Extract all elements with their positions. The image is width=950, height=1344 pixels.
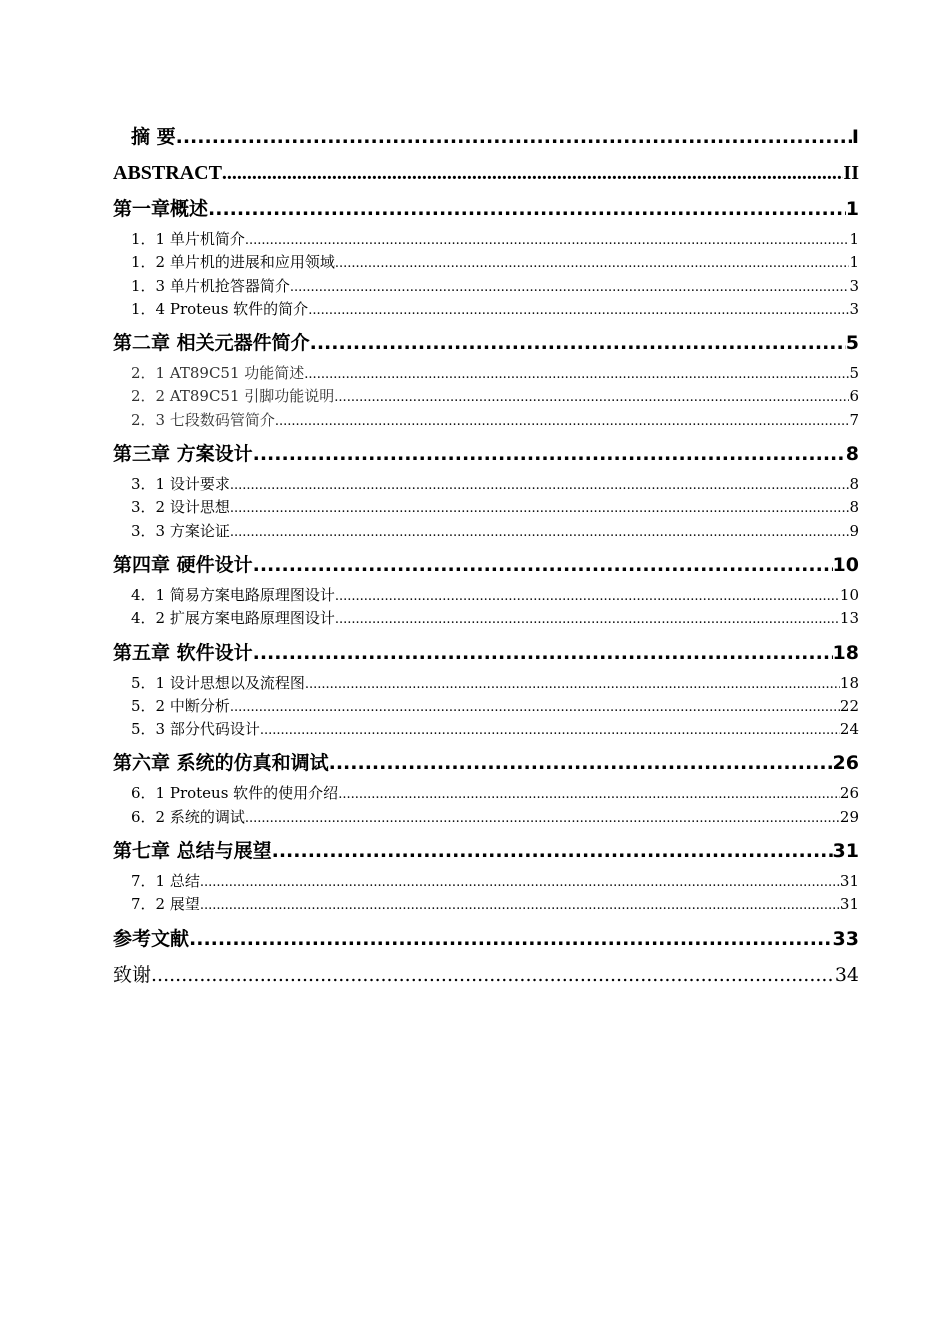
toc-subentry-label: 5．3 部分代码设计 [131,720,260,739]
toc-entry-label: ABSTRACT [113,162,222,184]
toc-subentry[interactable] [113,584,859,607]
toc-page-number: 3 [849,276,859,295]
toc-subsection-list [113,870,859,917]
toc-subentry-label: 6．2 系统的调试 [131,807,245,826]
toc-page-number: 1 [849,230,859,248]
toc-subentry-label: 4．2 扩展方案电路原理图设计 [131,609,335,628]
dot-leader [208,196,846,223]
toc-subentry-label: 5．2 中断分析 [131,696,230,715]
toc-entry-label: 参考文献 [113,927,190,950]
toc-subentry-label: 7．1 总结 [131,872,200,891]
toc-page-number: 7 [849,410,859,429]
toc-subentry-label: 2．3 七段数码管简介 [131,410,275,429]
toc-entry-references[interactable] [113,926,859,953]
toc-entry-label: 致谢 [113,963,152,986]
toc-subentry-label: 1．2 单片机的进展和应用领域 [131,253,335,272]
dot-leader [310,330,846,357]
toc-subentry-label: 6．1 Proteus 软件的使用介绍 [131,784,339,803]
toc-page-number: 26 [839,784,859,803]
toc-subsection-list [113,782,859,829]
toc-subentry-label: 1．4 Proteus 软件的简介 [131,299,309,318]
toc-subsection-list [113,362,859,432]
toc-subentry[interactable] [113,362,859,385]
dot-leader [189,926,833,953]
dot-leader [222,160,844,187]
dot-leader [335,584,840,607]
toc-page-number: 22 [839,696,859,715]
toc-entry-chapter-3[interactable] [113,441,859,468]
dot-leader [230,496,850,519]
toc-subentry-label: 3．3 方案论证 [131,521,230,540]
dot-leader [230,695,840,718]
toc-subentry-label: 1．3 单片机抢答器简介 [131,276,290,295]
toc-page-number: I [851,126,859,148]
toc-page-number: 29 [839,807,859,826]
dot-leader [334,385,849,408]
toc-page-number: 3 [849,299,859,318]
toc-page-number: 10 [839,585,859,604]
dot-leader [200,893,840,916]
toc-page-number: 1 [849,253,859,272]
toc-page-number: 31 [832,840,859,863]
toc-page-number: 18 [839,673,859,692]
toc-page-number: 34 [834,963,859,986]
dot-leader [230,473,850,496]
toc-subentry[interactable] [113,870,859,893]
dot-leader [260,718,840,741]
toc-page-number: 10 [832,553,859,576]
toc-entry-acknowledgements[interactable] [113,962,859,989]
toc-subentry[interactable] [113,473,859,496]
toc-entry-chapter-4[interactable] [113,552,859,579]
toc-subentry[interactable] [113,275,859,298]
toc-page-number: 8 [849,498,859,517]
dot-leader [272,838,833,865]
toc-page-number: 24 [839,720,859,739]
toc-page-number: 8 [845,443,859,466]
toc-page-number: 26 [832,752,859,775]
toc-subentry-label: 3．2 设计思想 [131,498,230,517]
toc-subentry-label: 1．1 单片机简介 [131,230,245,248]
toc-page-number: II [843,162,859,184]
toc-subentry[interactable] [113,695,859,718]
toc-page-number: 13 [839,609,859,628]
dot-leader [338,782,840,805]
toc-page-number: 5 [849,364,859,383]
toc-entry-label: 第三章 方案设计 [113,443,253,466]
toc-subentry[interactable] [113,893,859,916]
toc-subentry-label: 2．2 AT89C51 引脚功能说明 [131,387,335,406]
toc-entry-chapter-7[interactable] [113,838,859,865]
dot-leader [335,607,840,630]
toc-page-number: 18 [832,641,859,664]
toc-subentry[interactable] [113,672,859,695]
toc-entry-chapter-6[interactable] [113,750,859,777]
dot-leader [305,672,840,695]
table-of-contents [113,120,859,989]
toc-entry-label: 第四章 硬件设计 [113,553,253,576]
toc-entry-label: 第二章 相关元器件简介 [113,332,310,355]
toc-subentry[interactable] [113,385,859,408]
dot-leader [335,251,850,274]
dot-leader [290,275,850,298]
toc-subentry-label: 4．1 简易方案电路原理图设计 [131,585,335,604]
dot-leader [253,640,833,667]
dot-leader [245,228,850,251]
toc-page-number: 31 [839,895,859,914]
toc-subentry-label: 2．1 AT89C51 功能简述 [131,364,305,383]
toc-entry-chapter-5[interactable] [113,640,859,667]
toc-page-number: 6 [849,387,859,406]
toc-subentry[interactable] [113,251,859,274]
toc-subentry[interactable] [113,496,859,519]
dot-leader [200,870,840,893]
dot-leader [245,806,840,829]
dot-leader [275,409,850,432]
dot-leader [151,962,835,989]
toc-subentry[interactable] [113,520,859,543]
toc-subentry[interactable] [113,718,859,741]
toc-subsection-list [113,672,859,742]
toc-entry-label: 第一章概述 [113,198,209,220]
toc-subentry[interactable] [113,228,859,251]
toc-entry-label: 第五章 软件设计 [113,641,253,664]
toc-subentry-label: 3．1 设计要求 [131,475,230,494]
toc-entry-abstract-cn[interactable] [113,124,859,151]
toc-entry-label: 第六章 系统的仿真和调试 [113,752,329,775]
toc-subentry[interactable] [113,806,859,829]
toc-subentry[interactable] [113,607,859,630]
dot-leader [253,552,833,579]
toc-page-number: 5 [845,332,859,355]
toc-subsection-list [113,584,859,631]
dot-leader [230,520,850,543]
toc-entry-chapter-1[interactable] [113,196,859,223]
toc-subentry[interactable] [113,782,859,805]
toc-entry-chapter-2[interactable] [113,330,859,357]
toc-entry-label: 摘 要 [131,126,176,148]
toc-entry-abstract-en[interactable] [113,160,859,187]
toc-page-number: 9 [849,521,859,540]
toc-subsection-list [113,228,859,321]
toc-page-number: 31 [839,872,859,891]
toc-page-number: 1 [845,198,859,220]
toc-page-number: 33 [832,927,859,950]
toc-subentry[interactable] [113,409,859,432]
dot-leader [304,362,849,385]
toc-page-number: 8 [849,475,859,494]
dot-leader [329,750,833,777]
toc-subsection-list [113,473,859,543]
toc-subentry-label: 5．1 设计思想以及流程图 [131,673,305,692]
dot-leader [308,298,849,321]
toc-subentry-label: 7．2 展望 [131,895,200,914]
dot-leader [253,441,846,468]
toc-entry-label: 第七章 总结与展望 [113,840,272,863]
toc-subentry[interactable] [113,298,859,321]
dot-leader [176,124,852,151]
